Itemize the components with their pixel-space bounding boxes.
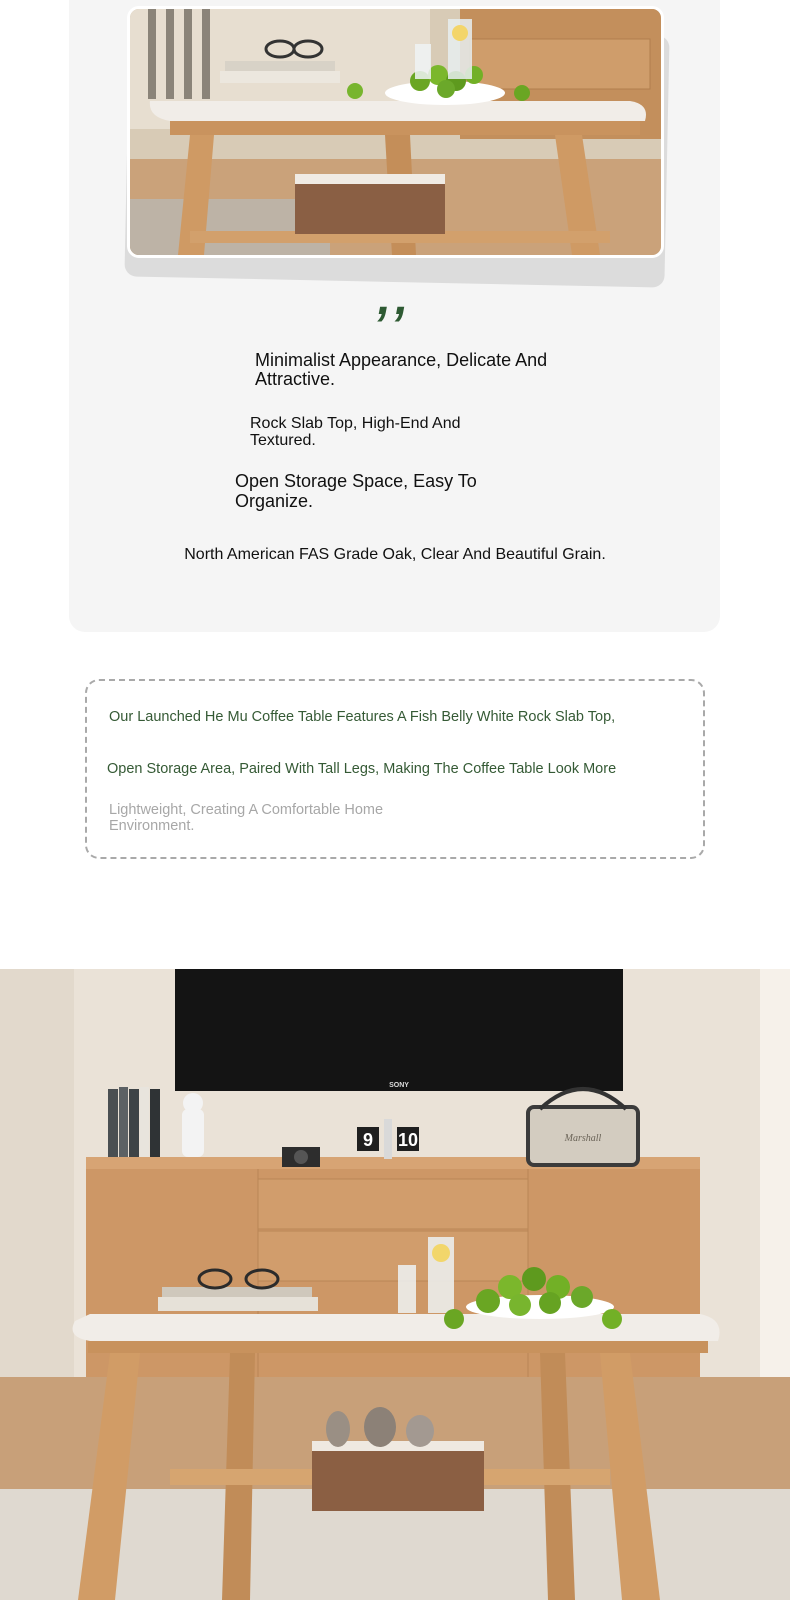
- feature-minimalist-appearance: Minimalist Appearance, Delicate And Attractive.: [255, 350, 548, 389]
- description-line-2: Open Storage Area, Paired With Tall Legs, Making The Coffee Table Look More: [107, 761, 617, 777]
- living-room-scene-image: [0, 969, 790, 1600]
- feature-fas-oak: North American FAS Grade Oak, Clear And Beautiful Grain.: [184, 546, 606, 563]
- speaker-brand: Marshall: [564, 1133, 602, 1144]
- coffee-table-closeup-image: [127, 6, 664, 258]
- tv-shape: [175, 969, 623, 1091]
- feature-open-storage: Open Storage Space, Easy To Organize.: [235, 471, 477, 511]
- tv-brand: SONY: [389, 1082, 409, 1089]
- description-line-3: Lightweight, Creating A Comfortable Home Environment.: [109, 802, 384, 834]
- flip-clock-minute: 10: [397, 1130, 419, 1150]
- description-line-1: Our Launched He Mu Coffee Table Features A Fish Belly White Rock Slab Top,: [109, 709, 616, 725]
- quote-mark: ,,: [377, 272, 413, 325]
- flip-clock-hour: 9: [362, 1130, 374, 1150]
- feature-rock-slab-top: Rock Slab Top, High-End And Textured.: [250, 415, 461, 449]
